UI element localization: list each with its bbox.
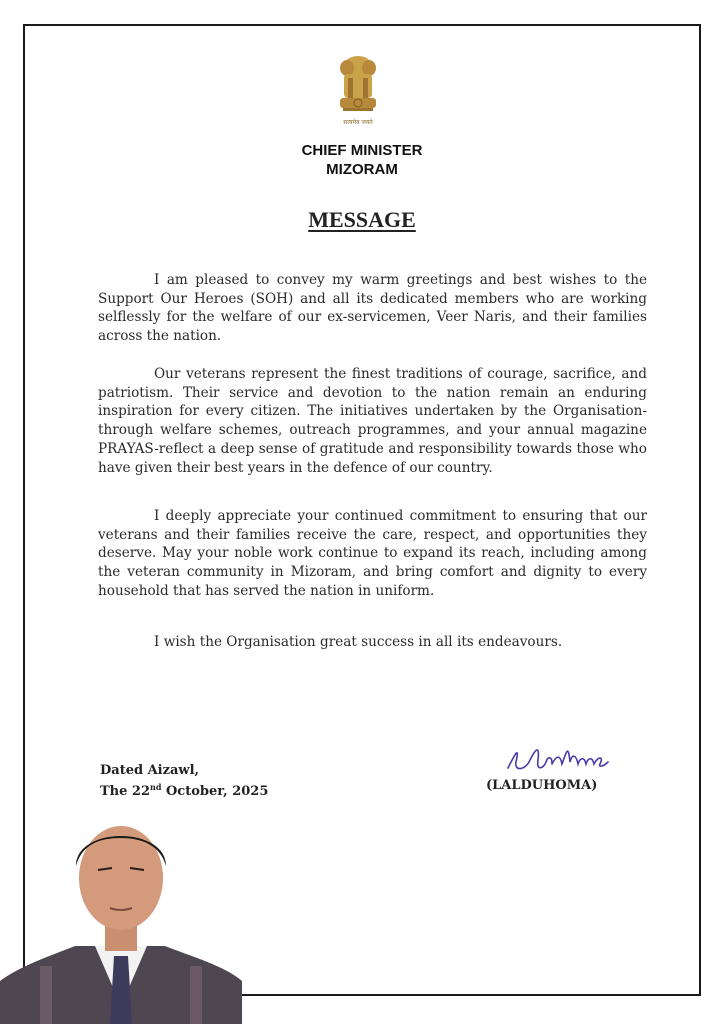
office-title: CHIEF MINISTER bbox=[301, 142, 423, 159]
state-emblem-icon bbox=[333, 52, 383, 132]
signatory-name: (LALDUHOMA) bbox=[486, 778, 598, 793]
message-paragraph-4: I wish the Organisation great success in all its endeavours. bbox=[154, 634, 563, 650]
dated-place-line: Dated Aizawl, bbox=[100, 763, 200, 778]
message-paragraph-1: I am pleased to convey my warm greetings and best wishes to the Support Our Heroes (SOH) and all its dedicated members who are working selflessly for the welfare of our ex-servicemen, Veer Naris, and their families across the nation. bbox=[98, 272, 647, 345]
dated-date-line: The 22nd October, 2025 bbox=[100, 782, 269, 799]
message-paragraph-3: I deeply appreciate your continued commitment to ensuring that our veterans and their families receive the care, respect, and opportunities they deserve. May your noble work continue to expand its reach, including among the veteran community in Mizoram, and bring comfort and dignity to every household that has served the nation in uniform. bbox=[98, 508, 647, 599]
signature-icon bbox=[500, 732, 615, 777]
portrait-photo bbox=[0, 806, 242, 1024]
page-title: MESSAGE bbox=[308, 207, 416, 232]
office-state: MIZORAM bbox=[326, 161, 398, 178]
date-place bbox=[100, 762, 268, 800]
message-paragraph-2: Our veterans represent the finest traditions of courage, sacrifice, and patriotism. Their service and devotion to the nation remain an enduring inspiration for every citizen. The initiatives undertaken by the Organisation-through welfare schemes, outreach programmes, and your annual magazine PRAYAS-reflect a deep sense of gratitude and responsibility towards those who have given their best years in the defence of our country. bbox=[98, 366, 647, 476]
svg-text:सत्यमेव जयते: सत्यमेव जयते bbox=[343, 119, 373, 126]
